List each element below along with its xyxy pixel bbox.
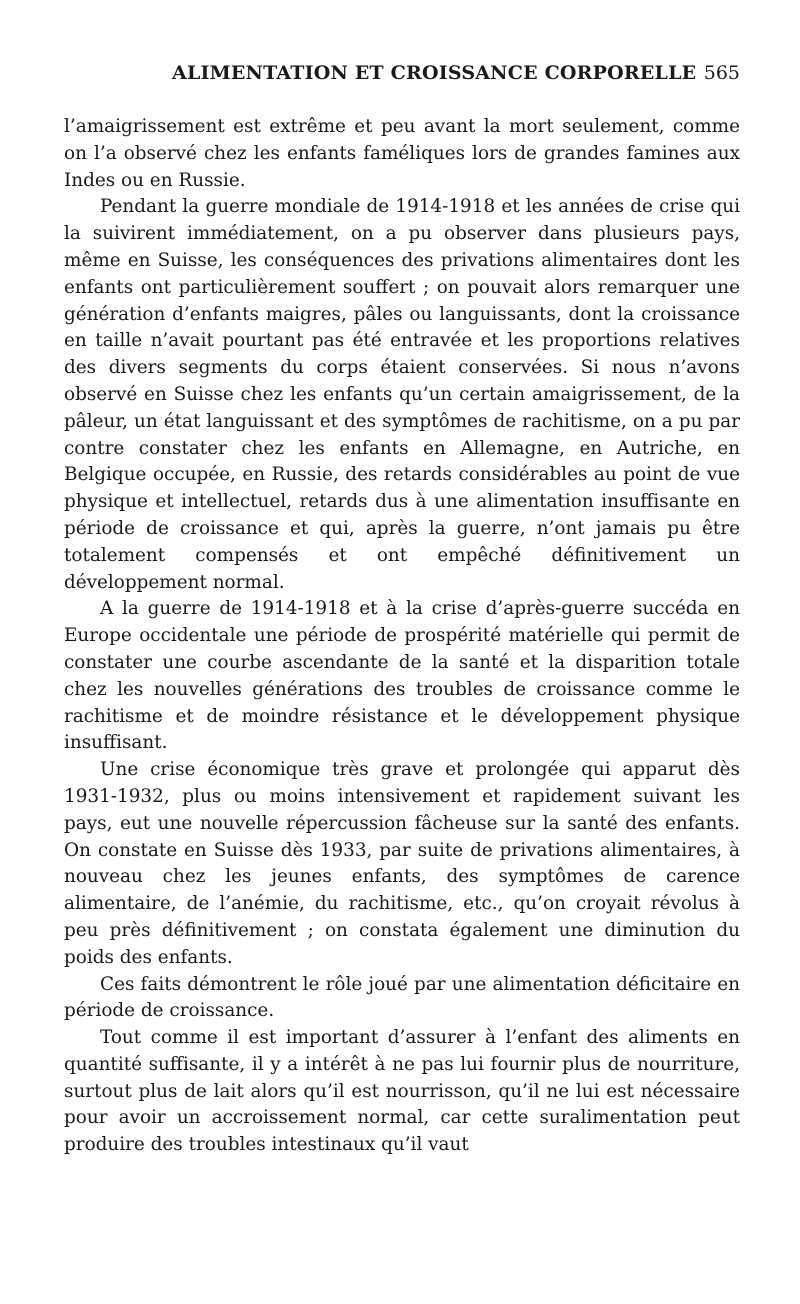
page-header — [64, 62, 740, 96]
body-text — [64, 114, 740, 1159]
paragraph: Pendant la guerre mondiale de 1914-1918 et les années de crise qui la suivirent immédiatement, on a pu observer dans plusieurs pays, même en Suisse, les conséquences des privations alimentaires dont les enfants ont particulièrement souffert ; on pouvait alors remarquer une génération d’enfants maigres, pâles ou languissants, dont la croissance en taille n’avait pourtant pas été entravée et les proportions relatives des divers segments du corps étaient conservées. Si nous n’avons observé en Suisse chez les enfants qu’un certain amaigrissement, de la pâleur, un état languissant et des symptômes de rachitisme, on a pu par contre constater chez les enfants en Allemagne, en Autriche, en Belgique occupée, en Russie, des retards considérables au point de vue physique et intellectuel, retards dus à une alimentation insuffisante en période de croissance et qui, après la guerre, n’ont jamais pu être totalement compensés et ont empêché définitivement un développement normal. — [64, 196, 740, 593]
running-title: ALIMENTATION ET CROISSANCE CORPORELLE — [172, 62, 697, 84]
paragraph: Ces faits démontrent le rôle joué par une alimentation déficitaire en période de croissance. — [64, 973, 740, 1022]
page-number: 565 — [703, 62, 740, 84]
paragraph: Une crise économique très grave et prolongée qui apparut dès 1931-1932, plus ou moins intensivement et rapidement suivant les pays, eut une nouvelle répercussion fâcheuse sur la santé des enfants. On constate en Suisse dès 1933, par suite de privations alimentaires, à nouveau chez les jeunes enfants, des symptômes de carence alimentaire, de l’anémie, du rachitisme, etc., qu’on croyait révolus à peu près définitivement ; on constata également une diminution du poids des enfants. — [64, 759, 740, 968]
paragraph: A la guerre de 1914-1918 et à la crise d’après-guerre succéda en Europe occidentale une période de prospérité matérielle qui permit de constater une courbe ascendante de la santé et la disparition totale chez les nouvelles générations des troubles de croissance comme le rachitisme et de moindre résistance et le développement physique insuffisant. — [64, 598, 740, 754]
paragraph: Tout comme il est important d’assurer à l’enfant des aliments en quantité suffisante, il y a intérêt à ne pas lui fournir plus de nourriture, surtout plus de lait alors qu’il est nourrisson, qu’il ne lui est nécessaire pour avoir un accroissement normal, car cette suralimentation peut produire des troubles intestinaux qu’il vaut — [64, 1027, 740, 1156]
paragraph: l’amaigrissement est extrême et peu avant la mort seulement, comme on l’a observé chez les enfants faméliques lors de grandes famines aux Indes ou en Russie. — [64, 116, 740, 191]
